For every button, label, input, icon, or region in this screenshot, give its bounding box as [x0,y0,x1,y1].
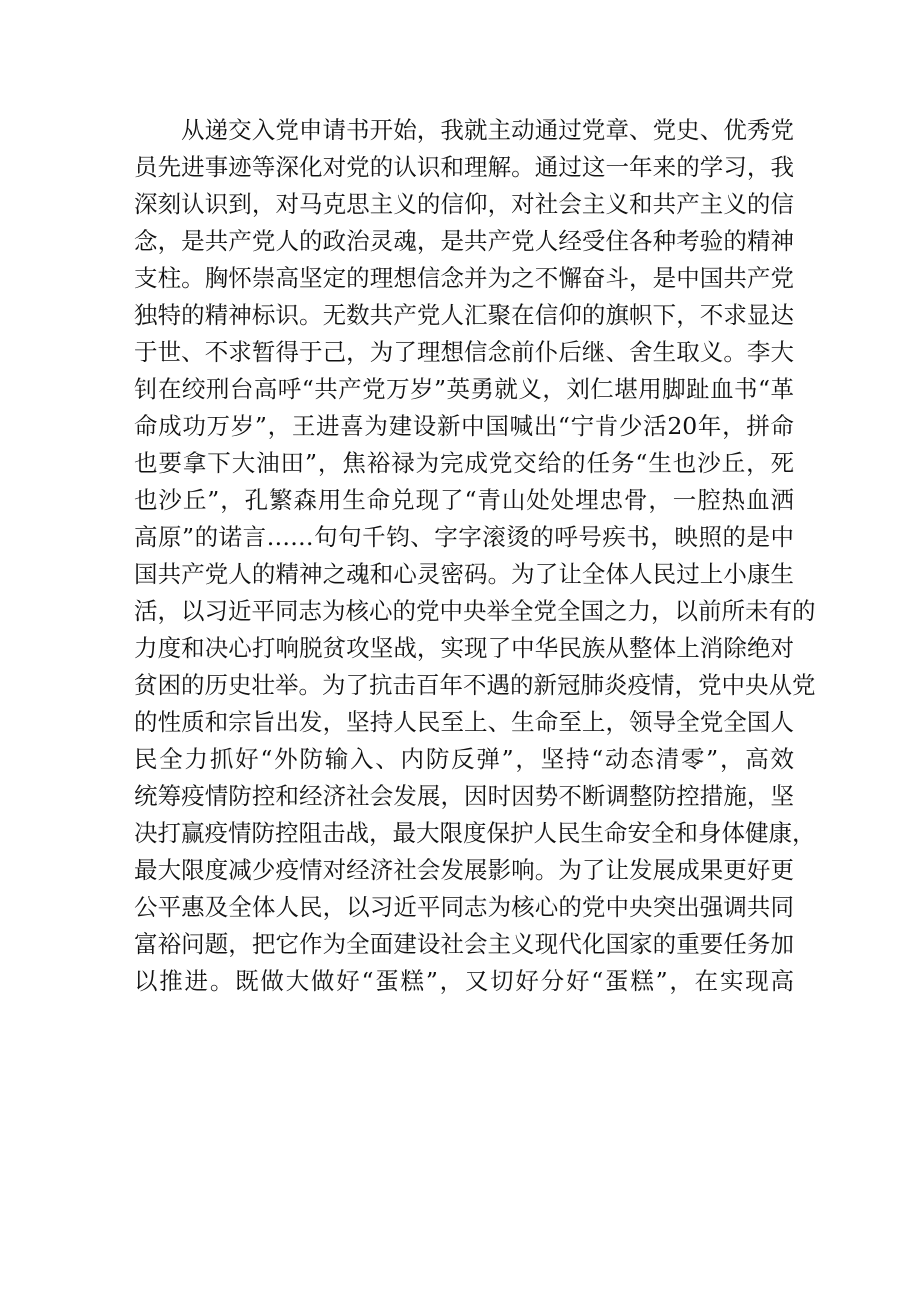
paragraph-line: 高原”的诺言……句句千钧、字字滚烫的呼号疾书，映照的是中 [134,523,794,551]
paragraph-line: 员先进事迹等深化对党的认识和理解。通过这一年来的学习，我 [134,153,794,181]
paragraph-line: 支柱。胸怀崇高坚定的理想信念并为之不懈奋斗，是中国共产党 [134,264,794,292]
paragraph-line: 独特的精神标识。无数共产党人汇聚在信仰的旗帜下，不求显达 [134,301,794,329]
paragraph-line: 深刻认识到，对马克思主义的信仰，对社会主义和共产主义的信 [134,190,794,218]
paragraph-line: 决打赢疫情防控阻击战，最大限度保护人民生命安全和身体健康， [134,819,816,847]
paragraph-line: 贫困的历史壮举。为了抗击百年不遇的新冠肺炎疫情，党中央从党 [134,671,816,699]
paragraph-line: 从递交入党申请书开始，我就主动通过党章、党史、优秀党 [181,116,794,144]
paragraph-line: 最大限度减少疫情对经济社会发展影响。为了让发展成果更好更 [134,856,794,884]
paragraph-line: 国共产党人的精神之魂和心灵密码。为了让全体人民过上小康生 [134,560,794,588]
paragraph-line: 命成功万岁”，王进喜为建设新中国喊出“宁肯少活20年，拼命 [134,412,794,440]
paragraph-line: 统筹疫情防控和经济社会发展，因时因势不断调整防控措施，坚 [134,782,794,810]
paragraph-line: 的性质和宗旨出发，坚持人民至上、生命至上，领导全党全国人 [134,708,794,736]
body-paragraph [134,112,816,1000]
paragraph-line: 于世、不求暂得于己，为了理想信念前仆后继、舍生取义。李大 [134,338,794,366]
paragraph-line: 以推进。既做大做好“蛋糕”，又切好分好“蛋糕”，在实现高 [134,967,794,995]
paragraph-line: 活，以习近平同志为核心的党中央举全党全国之力，以前所未有的 [134,597,816,625]
paragraph-line: 富裕问题，把它作为全面建设社会主义现代化国家的重要任务加 [134,930,794,958]
paragraph-line: 公平惠及全体人民，以习近平同志为核心的党中央突出强调共同 [134,893,794,921]
paragraph-line: 也沙丘”，孔繁森用生命兑现了“青山处处埋忠骨，一腔热血洒 [134,486,794,514]
paragraph-line: 力度和决心打响脱贫攻坚战，实现了中华民族从整体上消除绝对 [134,634,794,662]
paragraph-line: 民全力抓好“外防输入、内防反弹”，坚持“动态清零”，高效 [134,745,794,773]
paragraph-line: 钊在绞刑台高呼“共产党万岁”英勇就义，刘仁堪用脚趾血书“革 [134,375,794,403]
paragraph-line: 念，是共产党人的政治灵魂，是共产党人经受住各种考验的精神 [134,227,794,255]
paragraph-line: 也要拿下大油田”，焦裕禄为完成党交给的任务“生也沙丘，死 [134,449,794,477]
